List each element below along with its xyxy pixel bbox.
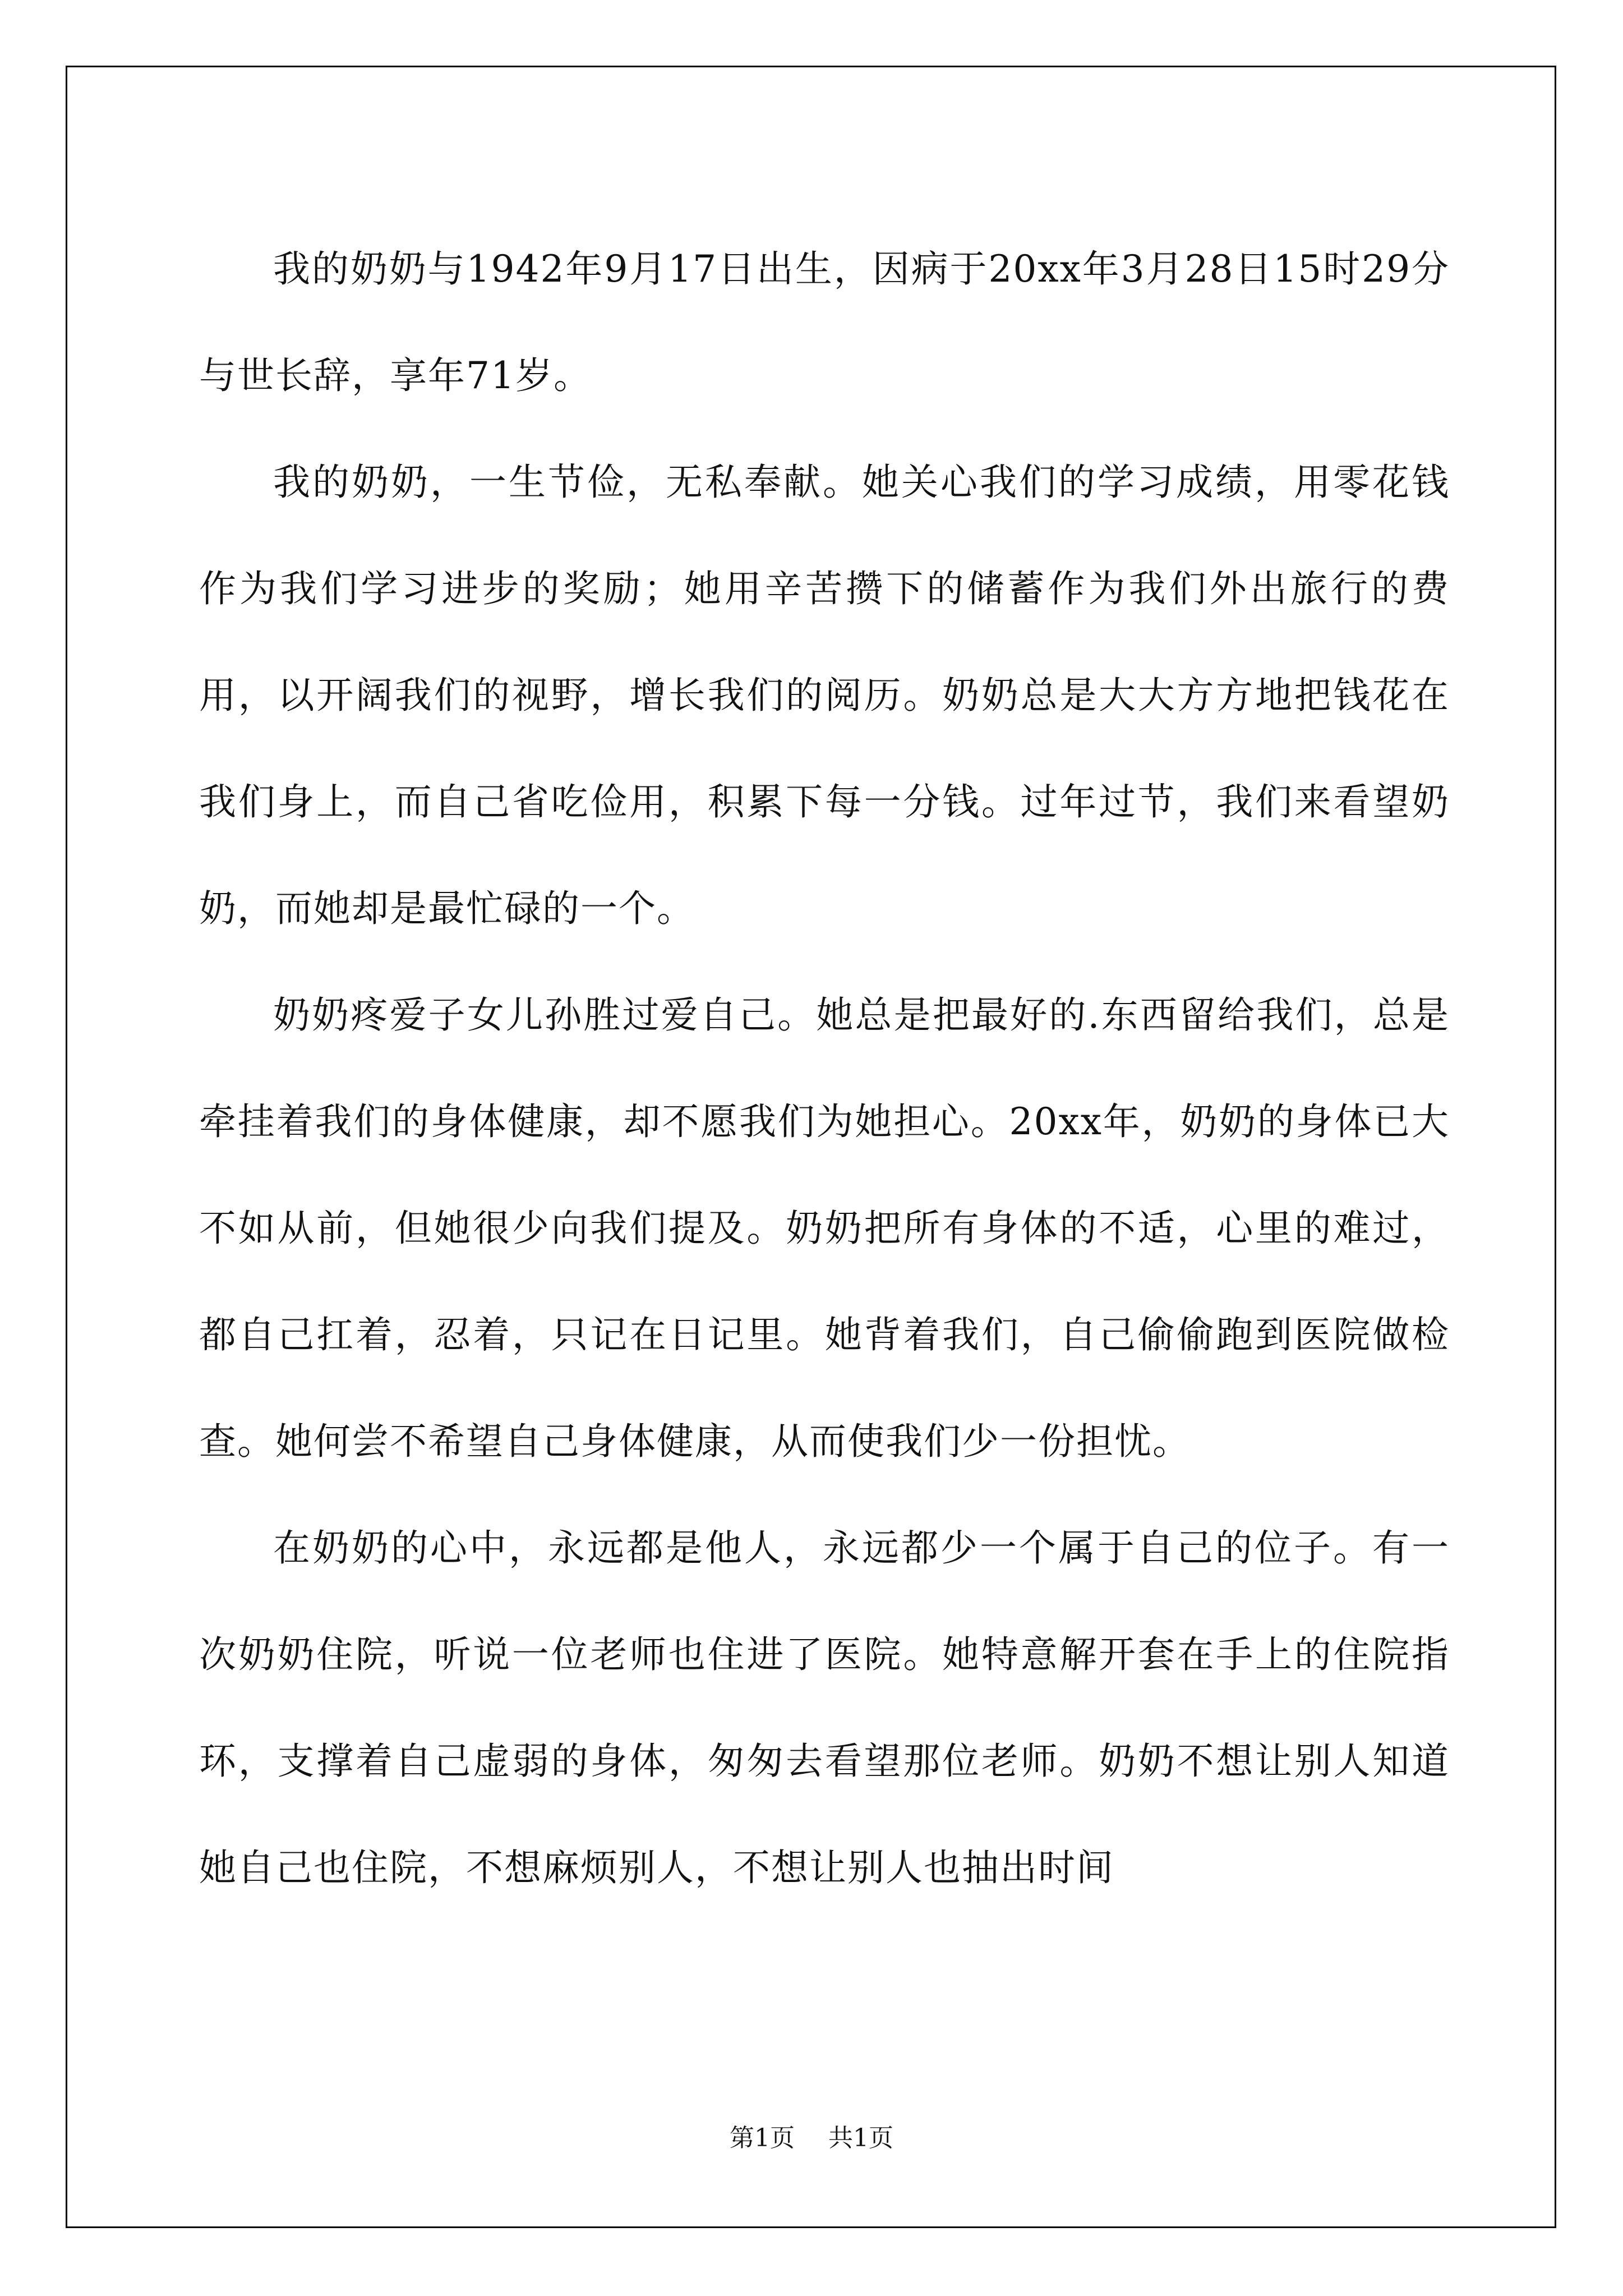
page-footer <box>0 2118 1623 2154</box>
document-body <box>199 216 1450 1921</box>
paragraph-1: 我的奶奶与1942年9月17日出生，因病于20xx年3月28日15时29分与世长辞，享年71岁。 <box>199 247 1450 397</box>
page-total: 共1页 <box>828 2124 893 2152</box>
paragraph-3: 奶奶疼爱子女儿孙胜过爱自己。她总是把最好的.东西留给我们，总是牵挂着我们的身体健康，却不愿我们为她担心。20xx年，奶奶的身体已大不如从前，但她很少向我们提及。奶奶把所有身体的不适，心里的难过，都自己扛着，忍着，只记在日记里。她背着我们，自己偷偷跑到医院做检查。她何尝不希望自己身体健康，从而使我们少一份担忧。 <box>199 993 1450 1463</box>
page-number: 第1页 <box>730 2124 795 2152</box>
paragraph-4: 在奶奶的心中，永远都是他人，永远都少一个属于自己的位子。有一次奶奶住院，听说一位老师也住进了医院。她特意解开套在手上的住院指环，支撑着自己虚弱的身体，匆匆去看望那位老师。奶奶不想让别人知道她自己也住院，不想麻烦别人，不想让别人也抽出时间 <box>199 1526 1450 1889</box>
paragraph-2: 我的奶奶，一生节俭，无私奉献。她关心我们的学习成绩，用零花钱作为我们学习进步的奖励；她用辛苦攒下的储蓄作为我们外出旅行的费用，以开阔我们的视野，增长我们的阅历。奶奶总是大大方方地把钱花在我们身上，而自己省吃俭用，积累下每一分钱。过年过节，我们来看望奶奶，而她却是最忙碌的一个。 <box>199 461 1450 930</box>
